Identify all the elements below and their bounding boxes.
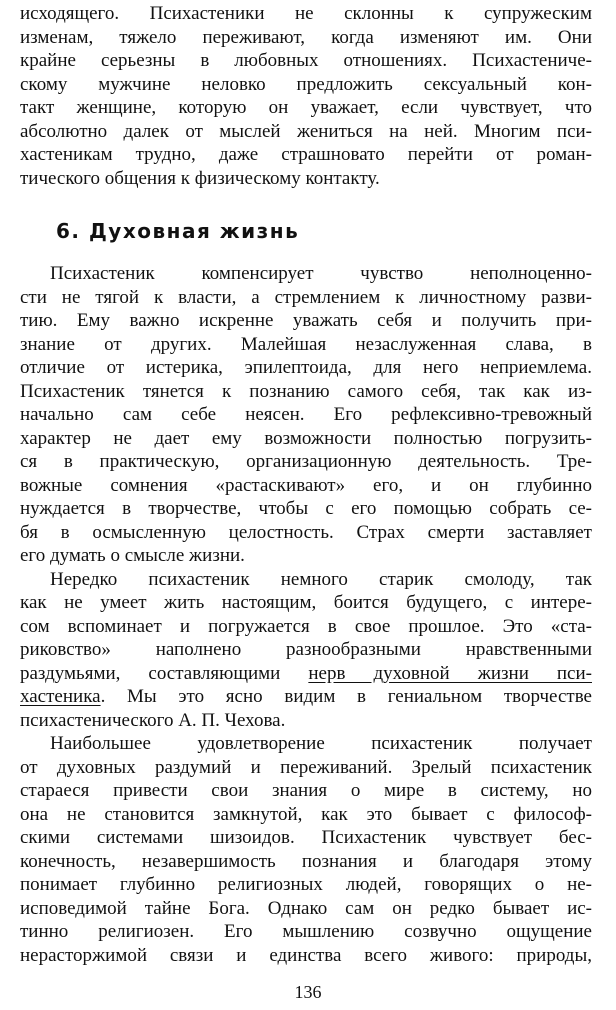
text-line: тию. Ему важно искренне уважать себя и получить при- [20, 310, 592, 331]
text-segment: . Мы это ясно видим в гениальном творчестве [100, 686, 592, 707]
text-line: от духовных раздумий и переживаний. Зрелый психастеник [20, 756, 592, 778]
text-line: тинно религиозен. Его мышлению созвучно ощущение [20, 921, 592, 942]
text-line: скими системами шизоидов. Психастеник чувствует бес- [20, 827, 592, 848]
text-line: нерасторжимой связи и единства всего живого: природы, [20, 944, 592, 966]
text-line: вожные сомнения «растаскивают» его, и он глубинно [20, 474, 592, 496]
text-line: Нередко психастеник немного старик смолоду, так [50, 568, 592, 590]
text-line [20, 685, 592, 709]
section-heading: 6. Духовная жизнь [56, 219, 300, 243]
text-line: сом вспоминает и погружается в свое прошлое. Это «ста- [20, 615, 592, 637]
text-line: ся в практическую, организационную деятельность. Тре- [20, 451, 592, 472]
text-line: стараеся привести свои знания о мире в систему, но [20, 780, 592, 801]
text-line: отличие от истерика, эпилептоида, для него неприемлема. [20, 357, 592, 378]
text-line: она не становится замкнутой, как это бывает с философ- [20, 803, 592, 825]
paragraph-2 [20, 568, 592, 733]
text-line: характер не дает ему возможности полностью погрузить- [20, 427, 592, 449]
text-line: конечность, незавершимость познания и благодаря этому [20, 850, 592, 872]
paragraph-1 [20, 262, 592, 568]
text-line: Психастеник компенсирует чувство неполноценно- [50, 263, 592, 284]
text-line: понимает глубинно религиозных людей, говорящих о не- [20, 874, 592, 895]
text-line: хастеникам трудно, даже страшновато перейти от роман- [20, 144, 592, 165]
text-line: исходящего. Психастеники не склонны к супружеским [20, 3, 592, 24]
text-line: его думать о смысле жизни. [20, 545, 245, 566]
text-line: тического общения к физическому контакту. [20, 167, 380, 189]
text-line: психастенического А. П. Чехова. [20, 709, 286, 731]
underlined-text: нерв духовной жизни пси- [308, 662, 592, 684]
text-line: бя в осмысленную целостность. Страх смерти заставляет [20, 521, 592, 543]
text-line: такт женщине, которую он уважает, если чувствует, что [20, 97, 592, 118]
underlined-text: хастеника [20, 686, 101, 707]
text-line: Психастеник тянется к познанию самого себя, так как из- [20, 380, 592, 402]
text-line: скому мужчине неловко предложить сексуальный кон- [20, 73, 592, 95]
text-line: исповедимой тайне Бога. Однако сам он редко бывает ис- [20, 897, 592, 919]
paragraph-3 [20, 732, 592, 967]
text-line: знание от других. Малейшая незаслуженная слава, в [20, 333, 592, 355]
text-line: нуждается в творчестве, чтобы с его помощью собрать се- [20, 498, 592, 519]
text-segment: раздумьями, составляющими [20, 662, 309, 684]
text-line: абсолютно далек от мыслей жениться на ней. Многим пси- [20, 120, 592, 142]
text-line [20, 662, 592, 686]
text-line: начально сам себе неясен. Его рефлексивно-тревожный [20, 404, 592, 425]
text-line: как не умеет жить настоящим, боится будущего, с интере- [20, 592, 592, 613]
page-number: 136 [294, 982, 322, 1002]
intro-paragraph [20, 2, 592, 190]
text-line: риковство» наполнено разнообразными нравственными [20, 639, 592, 660]
text-line: крайне серьезны в любовных отношениях. Психастениче- [20, 50, 592, 71]
text-line: изменам, тяжело переживают, когда изменяют им. Они [20, 26, 592, 48]
text-line: Наибольшее удовлетворение психастеник получает [50, 733, 592, 754]
text-line: сти не тягой к власти, а стремлением к личностному разви- [20, 286, 592, 308]
